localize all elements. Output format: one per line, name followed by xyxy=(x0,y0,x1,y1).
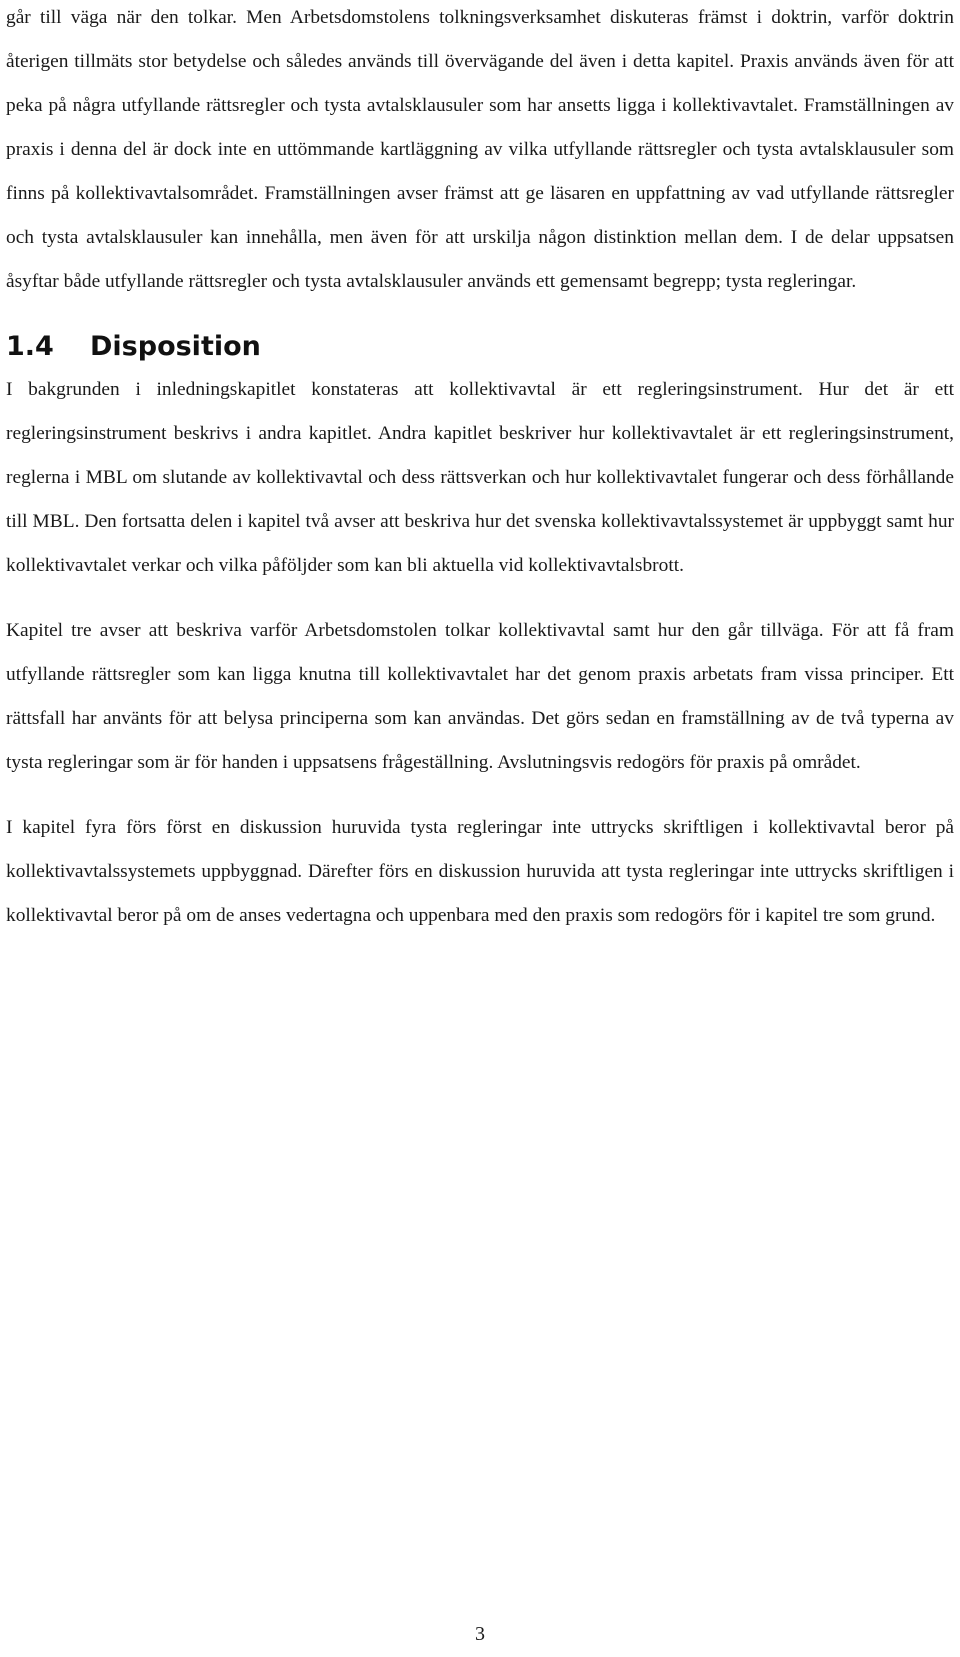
body-paragraph: I kapitel fyra förs först en diskussion huruvida tysta regleringar inte uttrycks skriftligen i kollektivavtal beror på kollektivavtalssystemets uppbyggnad. Därefter förs en diskussion huruvida att tysta regleringar inte uttrycks skriftligen i kollektivavtal beror på om de anses vedertagna och uppenbara med den praxis som redogörs för i kapitel tre som grund. xyxy=(6,817,954,926)
document-page xyxy=(6,0,954,938)
section-number: 1.4 xyxy=(6,331,54,362)
body-paragraph: går till väga när den tolkar. Men Arbetsdomstolens tolkningsverksamhet diskuteras främst i doktrin, varför doktrin återigen tillmäts stor betydelse och således används till övervägande del även i detta kapitel. Praxis används även för att peka på några utfyllande rättsregler och tysta avtalsklausuler som har ansetts ligga i kollektivavtalet. Framställningen av praxis i denna del är dock inte en uttömmande kartläggning av vilka utfyllande rättsregler och tysta avtalsklausuler som finns på kollektivavtalsområdet. Framställningen avser främst att ge läsaren en uppfattning av vad utfyllande rättsregler och tysta avtalsklausuler kan innehålla, men även för att urskilja någon distinktion mellan dem. I de delar uppsatsen åsyftar både utfyllande rättsregler och tysta avtalsklausuler används ett gemensamt begrepp; tysta regleringar. xyxy=(6,7,954,292)
section-title: Disposition xyxy=(90,331,261,362)
page-number: 3 xyxy=(475,1623,485,1645)
body-paragraph: I bakgrunden i inledningskapitlet konstateras att kollektivavtal är ett regleringsinstrument. Hur det är ett regleringsinstrument beskrivs i andra kapitlet. Andra kapitlet beskriver hur kollektivavtalet är ett regleringsinstrument, reglerna i MBL om slutande av kollektivavtal och dess rättsverkan och hur kollektivavtalet fungerar och dess förhållande till MBL. Den fortsatta delen i kapitel två avser att beskriva hur det svenska kollektivavtalssystemet är uppbyggt samt hur kollektivavtalet verkar och vilka påföljder som kan bli aktuella vid kollektivavtalsbrott. xyxy=(6,379,954,576)
section-heading xyxy=(6,330,954,364)
body-paragraph: Kapitel tre avser att beskriva varför Arbetsdomstolen tolkar kollektivavtal samt hur den går tillväga. För att få fram utfyllande rättsregler som kan ligga knutna till kollektivavtalet har det genom praxis arbetats fram vissa principer. Ett rättsfall har använts för att belysa principerna som kan användas. Det görs sedan en framställning av de två typerna av tysta regleringar som är för handen i uppsatsens frågeställning. Avslutningsvis redogörs för praxis på området. xyxy=(6,620,954,773)
